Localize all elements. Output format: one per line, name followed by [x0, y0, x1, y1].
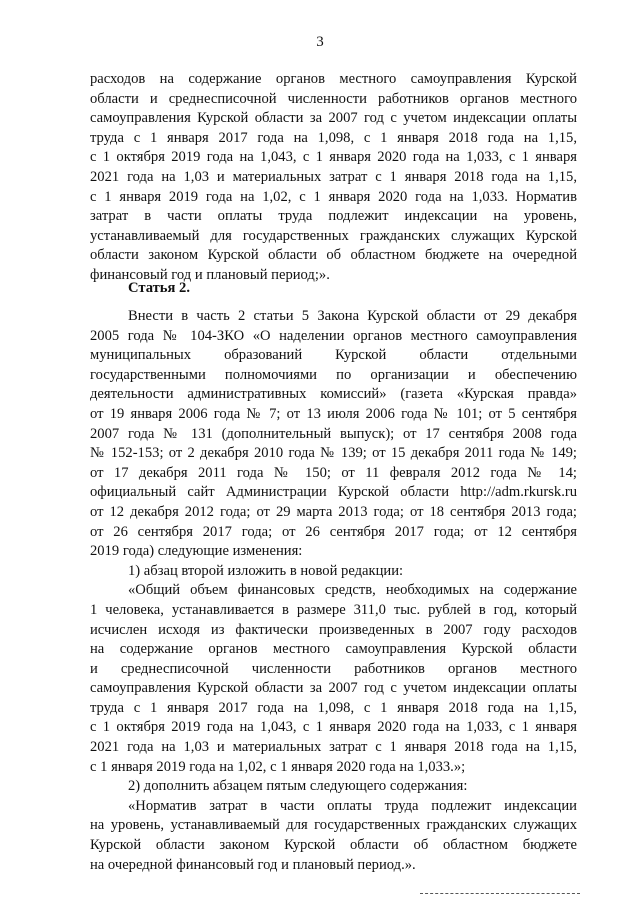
text-line: на содержание органов местного самоуправления Курской области	[90, 641, 577, 658]
text-line: 1) абзац второй изложить в новой редакции:	[128, 562, 404, 579]
text-line: деятельности административных комиссий» (газета «Курская правда»	[90, 386, 577, 403]
text-line: 2021 года на 1,03 и материальных затрат с 1 января 2018 года на 1,15,	[90, 739, 577, 756]
text-line: 2007 года № 131 (дополнительный выпуск); от 17 сентября 2008 года	[90, 425, 577, 442]
text-line: устанавливаемый для государственных гражданских служащих Курской	[90, 227, 577, 244]
text-line: на очередной финансовый год и плановый период.».	[90, 856, 416, 873]
text-line: на уровень, устанавливаемый для государственных гражданских служащих	[90, 817, 577, 834]
article-heading: Статья 2.	[128, 280, 190, 296]
footer-line	[420, 893, 580, 894]
page-number: 3	[316, 34, 324, 50]
text-line: с 1 октября 2019 года на 1,043, с 1 января 2020 года на 1,033, с 1 января	[90, 149, 577, 166]
text-line: исчислен исходя из фактически произведенных в 2007 году расходов	[90, 621, 577, 638]
text-line: с 1 января 2019 года на 1,02, с 1 января 2020 года на 1,033.»;	[90, 758, 466, 775]
text-line: № 152-153; от 2 декабря 2010 года № 139; от 15 декабря 2011 года № 149;	[90, 445, 577, 462]
text-line: «Общий объем финансовых средств, необходимых на содержание	[128, 582, 577, 599]
text-line: самоуправления Курской области за 2007 год с учетом индексации оплаты	[90, 110, 577, 127]
text-line: труда с 1 января 2017 года на 1,098, с 1 января 2018 года на 1,15,	[90, 129, 577, 146]
text-line: самоуправления Курской области за 2007 год с учетом индексации оплаты	[90, 680, 577, 697]
text-line: 2005 года № 104-ЗКО «О наделении органов местного самоуправления	[90, 327, 577, 344]
text-line: 2) дополнить абзацем пятым следующего содержания:	[128, 778, 468, 795]
paragraph-continuation	[90, 70, 577, 286]
text-line: от 12 декабря 2012 года; от 29 марта 2013 года; от 18 сентября 2013 года;	[90, 503, 577, 520]
text-line: от 19 января 2006 года № 7; от 13 июля 2006 года № 101; от 5 сентября	[90, 405, 577, 422]
text-line: от 26 сентября 2017 года; от 26 сентября 2017 года; от 12 сентября	[90, 523, 577, 540]
text-line: с 1 января 2019 года на 1,02, с 1 января 2020 года на 1,033. Норматив	[90, 188, 577, 205]
text-line: Внести в часть 2 статьи 5 Закона Курской области от 29 декабря	[128, 308, 577, 324]
text-line: области законом Курской области об областном бюджете на очередной	[90, 247, 577, 264]
text-line: области и среднесписочной численности работников органов местного	[90, 90, 577, 107]
text-line: от 17 декабря 2011 года № 150; от 11 февраля 2012 года № 14;	[90, 464, 577, 481]
text-line: 2021 года на 1,03 и материальных затрат с 1 января 2018 года на 1,15,	[90, 168, 577, 185]
text-line: и среднесписочной численности работников органов местного	[90, 660, 577, 677]
text-line: затрат в части оплаты труда подлежит индексации на уровень,	[90, 208, 577, 225]
text-line: официальный сайт Администрации Курской области http://adm.rkursk.ru	[90, 484, 577, 501]
text-line: «Норматив затрат в части оплаты труда подлежит индексации	[128, 797, 577, 814]
text-line: труда с 1 января 2017 года на 1,098, с 1 января 2018 года на 1,15,	[90, 699, 577, 716]
text-line: расходов на содержание органов местного самоуправления Курской	[90, 71, 577, 87]
text-line: Курской области законом Курской области об областном бюджете	[90, 837, 577, 854]
text-line: 1 человека, устанавливается в размере 311,0 тыс. рублей в год, который	[90, 601, 577, 618]
text-line: государственными полномочиями по организации и обеспечению	[90, 366, 577, 383]
article-body	[90, 307, 577, 875]
text-line: 2019 года) следующие изменения:	[90, 543, 303, 560]
text-line: с 1 октября 2019 года на 1,043, с 1 января 2020 года на 1,033, с 1 января	[90, 719, 577, 736]
text-line: финансовый год и плановый период;».	[90, 266, 330, 283]
text-line: муниципальных образований Курской области отдельными	[90, 347, 577, 364]
